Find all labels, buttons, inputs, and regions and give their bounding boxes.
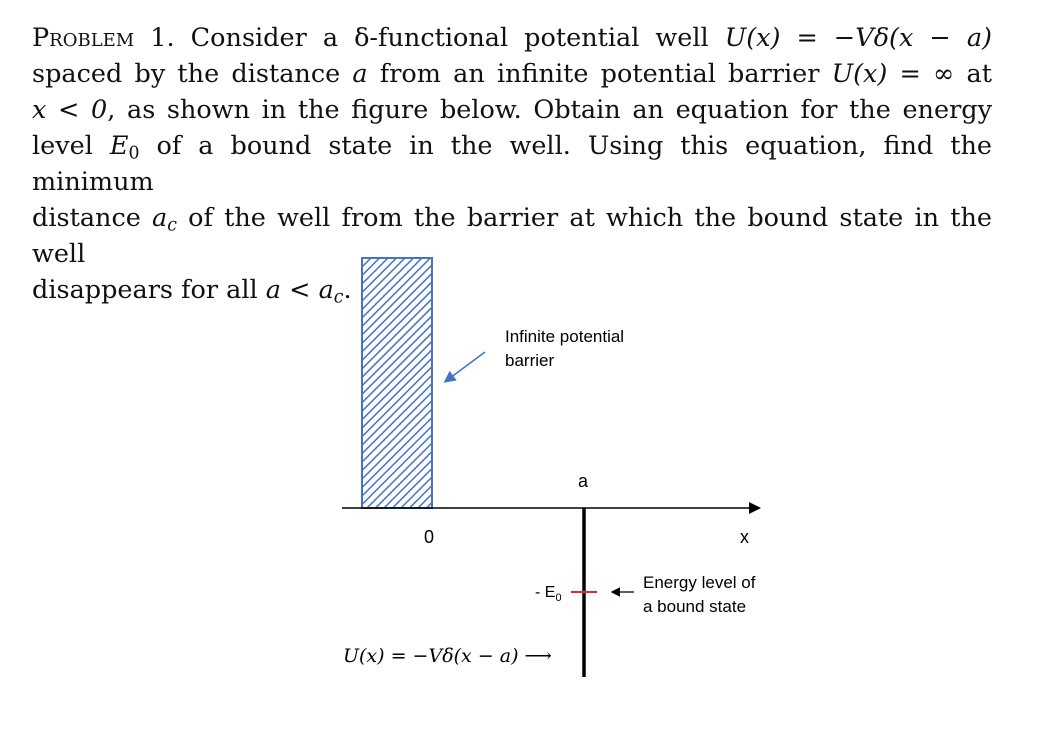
energy-label-line2: a bound state	[643, 597, 747, 616]
a-label: a	[578, 471, 589, 491]
barrier-label-line2: barrier	[505, 351, 555, 370]
math-a-less-ac: a < a	[265, 275, 334, 305]
math-subscript: c	[333, 287, 344, 308]
math-a: a	[352, 59, 368, 89]
math-E: E	[109, 131, 129, 161]
problem-text: level	[32, 131, 110, 161]
barrier-label-line1: Infinite potential	[505, 327, 625, 346]
problem-text: distance	[32, 203, 153, 233]
potential-label: U(x) = −Vδ(x − a) ⟶	[343, 645, 552, 667]
problem-number: 1.	[150, 23, 175, 53]
infinite-barrier	[362, 258, 432, 508]
problem-text: .	[343, 275, 352, 305]
energy-label-line1: Energy level of	[643, 573, 756, 592]
origin-label: 0	[424, 527, 435, 547]
problem-text: Consider a δ-functional potential well	[190, 23, 725, 53]
problem-label: Problem	[32, 23, 135, 53]
problem-text: , as shown in the figure below. Obtain an equation for the energy	[107, 95, 992, 125]
math-infinite-barrier: U(x) = ∞	[831, 59, 955, 89]
problem-text: at	[954, 59, 992, 89]
barrier-pointer-arrow	[446, 352, 485, 381]
math-potential-well: U(x) = −Vδ(x − a)	[724, 23, 992, 53]
problem-text: spaced by the distance	[32, 59, 353, 89]
x-axis-label: x	[740, 527, 749, 547]
problem-text: disappears for all	[32, 275, 266, 305]
problem-text: from an infinite potential barrier	[367, 59, 832, 89]
math-a: a	[152, 203, 168, 233]
math-subscript: c	[167, 215, 177, 236]
problem-text: of the well from the barrier at which the bound state in the well	[32, 203, 992, 269]
math-subscript: 0	[128, 143, 140, 164]
math-x-negative: x < 0	[32, 95, 108, 125]
energy-marker: - $E_0$	[535, 584, 562, 604]
problem-text: of a bound state in the well. Using this equation, find the minimum	[32, 131, 992, 197]
